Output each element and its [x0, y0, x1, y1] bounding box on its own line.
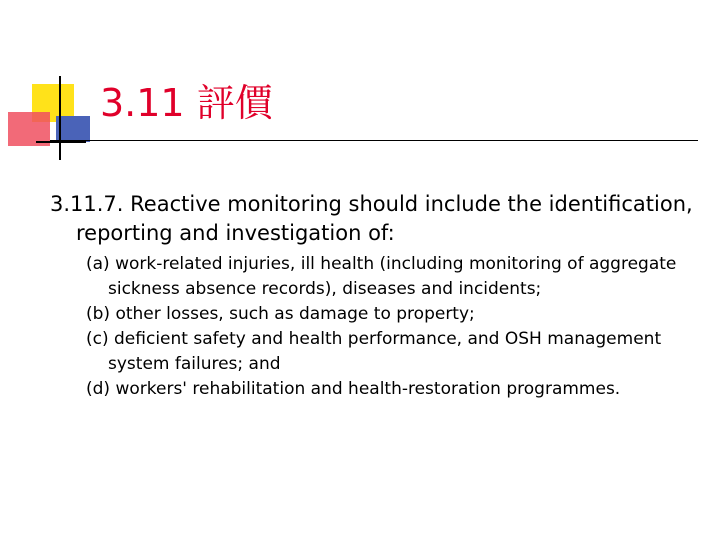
- title-divider: [50, 140, 698, 141]
- deco-blue-square: [56, 116, 90, 142]
- sub-bullet-item-b: (b) other losses, such as damage to property;: [86, 304, 475, 324]
- deco-vertical-line: [59, 76, 61, 160]
- sub-bullet-item-d: (d) workers' rehabilitation and health-restoration programmes.: [86, 379, 621, 399]
- deco-horizontal-line: [36, 141, 86, 143]
- sub-bullet-item-a: (a) work-related injuries, ill health (including monitoring of aggregate sickness absence records), diseases and incidents;: [86, 254, 677, 299]
- sub-bullet-item-c: (c) deficient safety and health performance, and OSH management system failures; and: [86, 329, 662, 374]
- slide-title: 3.11 評價: [100, 81, 273, 125]
- slide-decoration: [0, 0, 100, 170]
- main-bullet-text: 3.11.7. Reactive monitoring should include the identification, reporting and investigation of:: [50, 192, 693, 245]
- sub-bullet-list: [86, 252, 698, 402]
